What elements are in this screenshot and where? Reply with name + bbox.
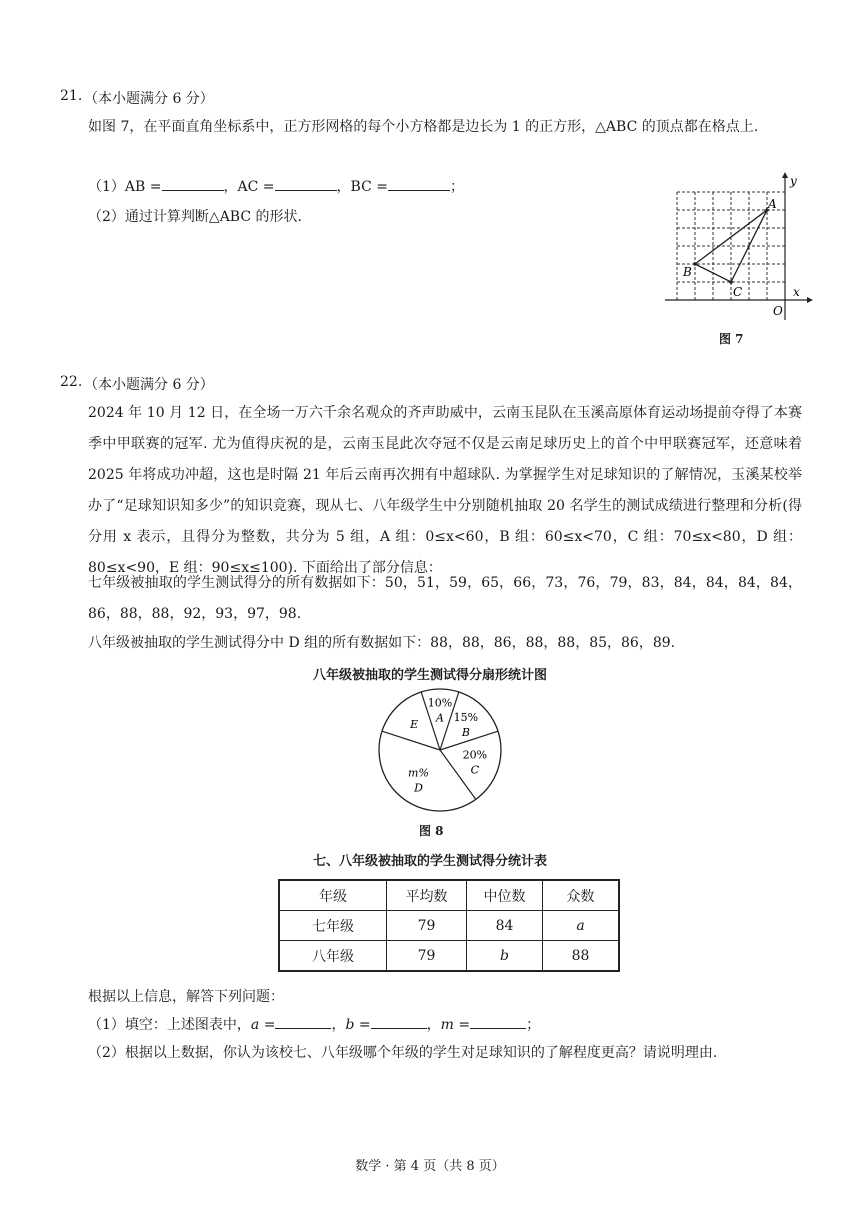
q21-sep: ，	[336, 179, 351, 195]
pie-chart-title: 八年级被抽取的学生测试得分扇形统计图	[312, 668, 547, 683]
pie-slice-label-e: E	[410, 718, 419, 732]
x-axis-arrow-icon	[807, 297, 813, 303]
q21-bc-blank[interactable]	[388, 176, 450, 191]
q22-header: （本小题满分 6 分）	[84, 377, 214, 393]
pie-slice-label-c: C	[470, 763, 480, 777]
label-a: A	[768, 197, 777, 211]
stats-table	[278, 879, 620, 972]
q22-part2-label: （2）	[88, 1045, 125, 1061]
pie-slice-label-b: B	[461, 726, 470, 740]
point-b	[693, 262, 697, 266]
q21-part1	[88, 176, 464, 196]
pie-slice-percent-c: 20%	[462, 748, 488, 762]
q21-sep: ，	[223, 179, 238, 195]
pie-slice-percent-d: m%	[408, 766, 429, 780]
q21-ab-blank[interactable]	[162, 176, 224, 191]
q22-grade7-data: 七年级被抽取的学生测试得分的所有数据如下：50，51，59，65，66，73，76，79，83，84，84，84，84，86，88，88，92，93，97，98.	[88, 575, 802, 622]
q22-sep: ，	[426, 1017, 441, 1033]
x-axis-label: x	[793, 285, 800, 299]
table-row	[279, 941, 619, 972]
q21-part2	[88, 206, 302, 226]
pie-slice-percent-b: 15%	[453, 711, 479, 725]
q22-m-blank[interactable]	[470, 1014, 526, 1029]
q22-part1	[88, 1014, 540, 1034]
table-cell: 79	[387, 941, 467, 972]
q21-header: （本小题满分 6 分）	[84, 91, 214, 107]
q22-end: ；	[526, 1017, 541, 1033]
table-cell: a	[543, 911, 620, 941]
table-title: 七、八年级被抽取的学生测试得分统计表	[312, 854, 547, 869]
figure-8-caption: 图 8	[419, 824, 444, 838]
label-b: B	[683, 265, 692, 279]
table-header-cell: 众数	[543, 880, 620, 911]
table-header-cell: 平均数	[387, 880, 467, 911]
q21-bc-label: BC =	[350, 179, 388, 195]
figure-7-caption: 图 7	[719, 332, 744, 346]
y-axis-arrow-icon	[782, 172, 788, 178]
table-cell: b	[467, 941, 543, 972]
q22-number: 22.	[60, 374, 83, 390]
q22-intro: 2024 年 10 月 12 日，在全场一万六千余名观众的齐声助威中，云南玉昆队在玉溪高原体育运动场提前夺得了本赛季中甲联赛的冠军. 尤为值得庆祝的是，云南玉昆此次夺冠不仅是云南足球历史上的首个中甲联赛冠军，还意味着 2025 年将成功冲超，这也是时隔 21 年后云南再次拥有中超球队. 为掌握学生对足球知识的了解情况，玉溪某校举办了“足球知识知多少”的知识竞赛，现从七、八年级学生中分别随机抽取 20 名学生的测试成绩进行整理和分析(得分用 x 表示，且得分为整数，共分为 5 组，A 组：0≤x<60，B 组：60≤x<70，C 组：70≤x<80，D 组：80≤x<90，E 组：90≤x≤100). 下面给出了部分信息：	[88, 405, 802, 576]
q22-part1-text: 填空：上述图表中，	[124, 1017, 251, 1033]
q21-ab-label: AB =	[124, 179, 162, 195]
table-header-row	[279, 880, 619, 911]
q22-questions-intro: 根据以上信息，解答下列问题：	[88, 989, 284, 1005]
q22-b-blank[interactable]	[371, 1014, 427, 1029]
origin-label: O	[773, 304, 783, 318]
pie-slice-label-d: D	[414, 781, 423, 795]
pie-slice-percent-a: 10%	[427, 696, 453, 710]
pie-slice-boundary-e	[382, 731, 440, 750]
triangle-abc	[695, 210, 767, 282]
figure-8-pie-chart	[370, 688, 510, 816]
q21-number: 21.	[60, 88, 83, 104]
figure-7-grid	[665, 170, 815, 330]
point-c	[729, 280, 733, 284]
q21-ac-label: AC =	[237, 179, 275, 195]
q21-intro: 如图 7，在平面直角坐标系中，正方形网格的每个小方格都是边长为 1 的正方形，△ABC 的顶点都在格点上.	[88, 119, 759, 135]
q22-part1-label: （1）	[88, 1017, 125, 1033]
label-c: C	[733, 285, 743, 299]
table-row	[279, 911, 619, 941]
q22-b-label: b =	[345, 1017, 371, 1033]
table-cell: 八年级	[279, 941, 387, 972]
q21-part1-label: （1）	[88, 179, 125, 195]
q21-end: ；	[449, 179, 464, 195]
y-axis-label: y	[790, 174, 797, 188]
table-cell: 79	[387, 911, 467, 941]
pie-slice-label-a: A	[436, 711, 444, 725]
table-cell: 七年级	[279, 911, 387, 941]
q22-sep: ，	[331, 1017, 346, 1033]
q22-grade8-d-data: 八年级被抽取的学生测试得分中 D 组的所有数据如下：88，88，86，88，88，85，86，89.	[88, 635, 676, 651]
table-header-cell: 中位数	[467, 880, 543, 911]
q22-part2-text: 根据以上数据，你认为该校七、八年级哪个年级的学生对足球知识的了解程度更高？请说明理由.	[124, 1045, 718, 1061]
page-footer: 数学 · 第 4 页（共 8 页）	[355, 1159, 505, 1174]
q21-part2-label: （2）	[88, 209, 125, 225]
q21-ac-blank[interactable]	[275, 176, 337, 191]
table-cell: 84	[467, 911, 543, 941]
q22-part2	[88, 1042, 717, 1062]
q22-a-label: a =	[250, 1017, 276, 1033]
q22-a-blank[interactable]	[275, 1014, 331, 1029]
q21-part2-text: 通过计算判断△ABC 的形状.	[124, 209, 302, 225]
table-cell: 88	[543, 941, 620, 972]
table-header-cell: 年级	[279, 880, 387, 911]
q22-m-label: m =	[440, 1017, 471, 1033]
